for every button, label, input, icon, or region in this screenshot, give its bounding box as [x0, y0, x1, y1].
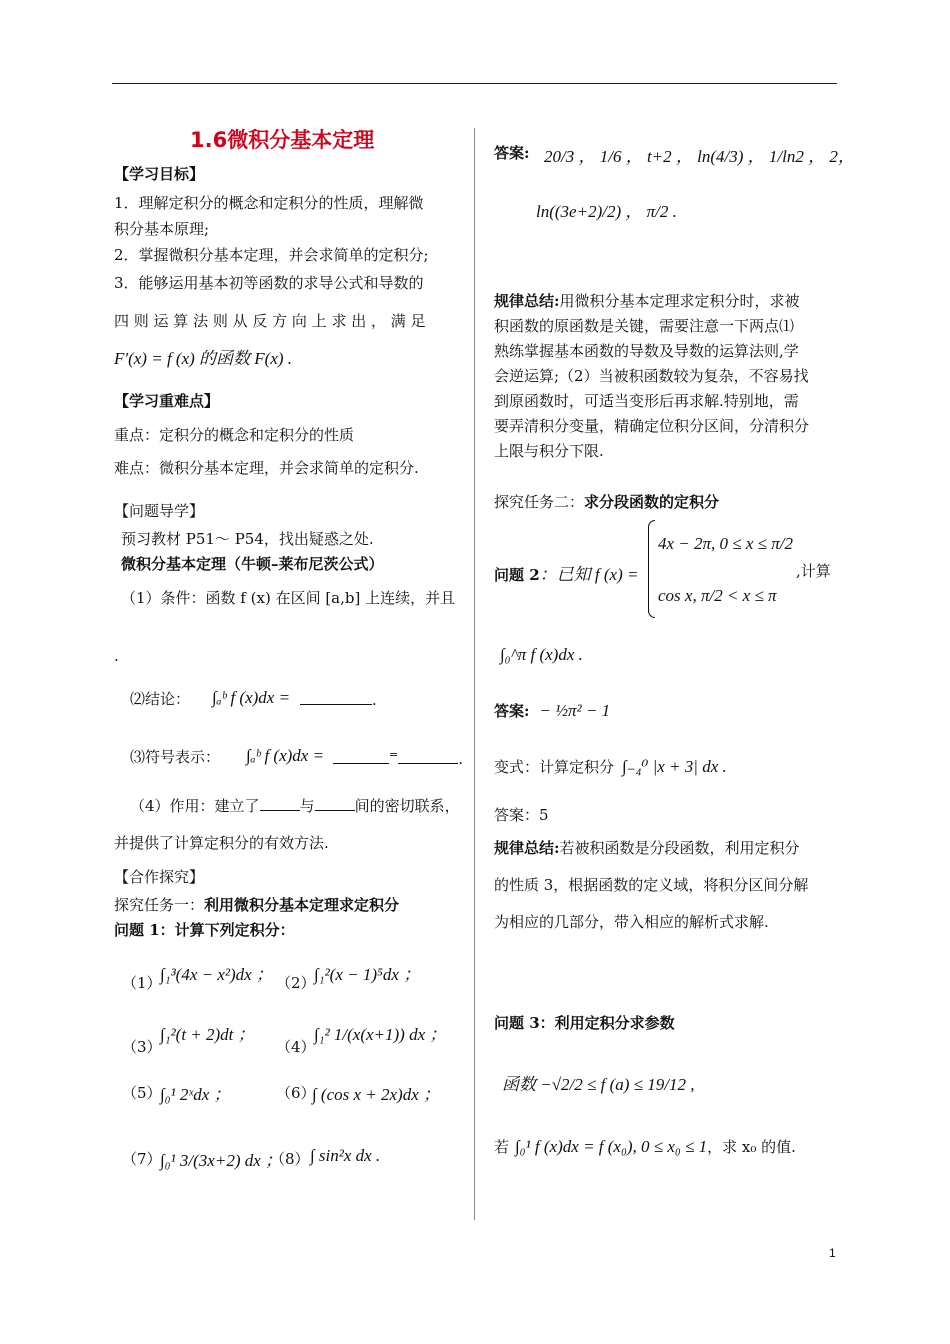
item-8-label: （8）: [270, 1150, 310, 1168]
rule-1-line-e: 到原函数时，可适当变形后再求解.特别地，需: [494, 392, 799, 410]
theorem-title: 微积分基本定理（牛顿–莱布尼茨公式）: [121, 555, 384, 573]
coop-heading: 【合作探究】: [114, 868, 205, 886]
usage-a: （4）作用：建立了: [130, 797, 260, 815]
objective-3-cont: 四 则 运 算 法 则 从 反 方 向 上 求 出 ， 满 足: [114, 312, 426, 330]
answer-3: 答案：5: [494, 806, 549, 824]
variant-expr: ∫₋₄⁰ |x + 3| dx .: [622, 757, 727, 776]
question-3-expr: ∫₀¹ f (x)dx = f (x₀), 0 ≤ x₀ ≤ 1: [515, 1137, 708, 1156]
objectives-heading: 【学习目标】: [114, 165, 205, 183]
item-5-label: （5）: [122, 1084, 162, 1102]
variant: [494, 756, 727, 777]
question-3-condition: [494, 1136, 796, 1157]
symbol-blanks: = .: [333, 748, 463, 768]
piecewise-case-1: 4x − 2π, 0 ≤ x ≤ π/2: [658, 534, 793, 553]
conclusion-label: ⑵结论：: [130, 690, 191, 708]
variant-text: 变式：计算定积分: [494, 758, 615, 776]
answer-1-values: 20/3 ， 1/6 ， t+2 ， ln(4/3) ， 1/ln2 ， 2，: [544, 147, 855, 166]
task-1-title: 利用微积分基本定理求定积分: [204, 896, 400, 914]
item-1-label: （1）: [122, 974, 162, 992]
rule-1-line-f: 要弄清积分变量，精确定位积分区间，分清积分: [494, 417, 810, 435]
question-3-if: 若: [494, 1138, 510, 1156]
question-2: [494, 560, 638, 585]
rule-2-line-b: 的性质 3，根据函数的定义域，将积分区间分解: [494, 876, 809, 894]
rule-1-text: 用微积分基本定理求定积分时，求被: [559, 292, 800, 310]
item-3-expr: ∫₁²(t + 2)dt ；: [160, 1025, 255, 1044]
task-1-prefix: 探究任务一：: [114, 896, 205, 914]
page-title: 1.6微积分基本定理: [190, 128, 375, 152]
answer-2: [494, 700, 610, 721]
symbol-eq: =: [389, 748, 399, 761]
condition-text: （1）条件：函数 f (x) 在区间 [a,b] 上连续，并且: [121, 589, 456, 607]
rule-1-line-b: 积函数的原函数是关键，需要注意一下两点⑴: [494, 317, 795, 335]
question-3: 问题 3：利用定积分求参数: [494, 1014, 675, 1032]
task-1: [114, 894, 399, 915]
keypoints-heading: 【学习重难点】: [114, 392, 220, 410]
objective-3-formula: F′(x) = f (x) 的函数 F(x) .: [114, 349, 293, 368]
task-2: [494, 491, 719, 512]
piecewise-brace: [648, 520, 655, 618]
usage-c: 间的密切联系，: [354, 797, 460, 815]
question-3-tail: ，求 x₀ 的值.: [707, 1138, 796, 1156]
rule-1-line-d: 会逆运算;（2）当被积函数较为复杂，不容易找: [494, 367, 809, 385]
objective-1-cont: 积分基本原理;: [114, 220, 210, 238]
item-8-expr: ∫ sin²x dx .: [310, 1146, 381, 1165]
usage-b: 与: [299, 797, 315, 815]
symbol-label: ⑶符号表示：: [130, 748, 221, 766]
conclusion-blank: .: [300, 690, 377, 709]
item-7-expr: ∫₀¹ 3/(3x+2) dx ；: [160, 1151, 283, 1170]
question-2-label: 问题 2: [494, 566, 540, 584]
page-number: 1: [829, 1246, 836, 1260]
question-1: 问题 1：计算下列定积分：: [114, 921, 295, 939]
task-2-prefix: 探究任务二：: [494, 493, 585, 511]
objective-1: 1．理解定积分的概念和定积分的性质，理解微: [114, 194, 424, 212]
item-2-label: （2）: [276, 974, 316, 992]
usage-cont: 并提供了计算定积分的有效方法.: [114, 834, 329, 852]
rule-2: [494, 837, 800, 858]
objective-3: 3．能够运用基本初等函数的求导公式和导数的: [114, 274, 424, 292]
answer-1-values-cont: ln((3e+2)/2) ， π/2 .: [536, 202, 677, 221]
item-1-expr: ∫₁³(4x − x²)dx ；: [160, 965, 273, 984]
answer-2-value: − ½π² − 1: [539, 701, 611, 720]
item-4-label: （4）: [276, 1038, 316, 1056]
usage-text: [130, 795, 460, 816]
question-2-integral: ∫₀^π f (x)dx .: [500, 645, 583, 664]
question-2-tail: ,计算: [796, 562, 831, 580]
answer-1-label: 答案:: [494, 144, 530, 162]
item-4-expr: ∫₁² 1/(x(x+1)) dx ；: [314, 1025, 447, 1044]
key-point: 重点：定积分的概念和定积分的性质: [114, 426, 355, 444]
dot: .: [114, 647, 119, 665]
header-rule: [112, 83, 837, 84]
difficult-point: 难点：微积分基本定理，并会求简单的定积分.: [114, 459, 419, 477]
item-3-label: （3）: [122, 1038, 162, 1056]
rule-2-label: 规律总结:: [494, 839, 560, 857]
rule-2-line-c: 为相应的几部分，带入相应的解析式求解.: [494, 913, 769, 931]
piecewise-case-2: cos x, π/2 < x ≤ π: [658, 586, 777, 605]
symbol-expr: ∫ₐᵇ f (x)dx =: [246, 746, 325, 765]
item-7-label: （7）: [122, 1150, 162, 1168]
rule-1-line-c: 熟练掌握基本函数的导数及导数的运算法则,学: [494, 342, 799, 360]
answer-2-label: 答案:: [494, 702, 530, 720]
rule-1-label: 规律总结:: [494, 292, 560, 310]
item-2-expr: ∫₁²(x − 1)⁵dx ；: [314, 965, 421, 984]
item-6-label: （6）: [276, 1084, 316, 1102]
conclusion-expr: ∫ₐᵇ f (x)dx =: [212, 688, 291, 707]
question-3-function: 函数 −√2/2 ≤ f (a) ≤ 19/12 ,: [502, 1075, 695, 1094]
guide-heading: 【问题导学】: [114, 502, 205, 520]
rule-1: [494, 290, 800, 311]
objective-2: 2．掌握微积分基本定理，并会求简单的定积分;: [114, 246, 429, 264]
rule-2-text: 若被积函数是分段函数，利用定积分: [559, 839, 800, 857]
rule-1-line-g: 上限与积分下限.: [494, 442, 604, 460]
question-2-text: ：已知 f (x) =: [539, 565, 639, 584]
item-5-expr: ∫₀¹ 2ˣdx ；: [160, 1085, 231, 1104]
column-divider: [474, 128, 475, 1220]
preview-text: 预习教材 P51～ P54，找出疑惑之处.: [121, 530, 374, 548]
task-2-title: 求分段函数的定积分: [584, 493, 720, 511]
item-6-expr: ∫ (cos x + 2x)dx ；: [312, 1085, 440, 1104]
